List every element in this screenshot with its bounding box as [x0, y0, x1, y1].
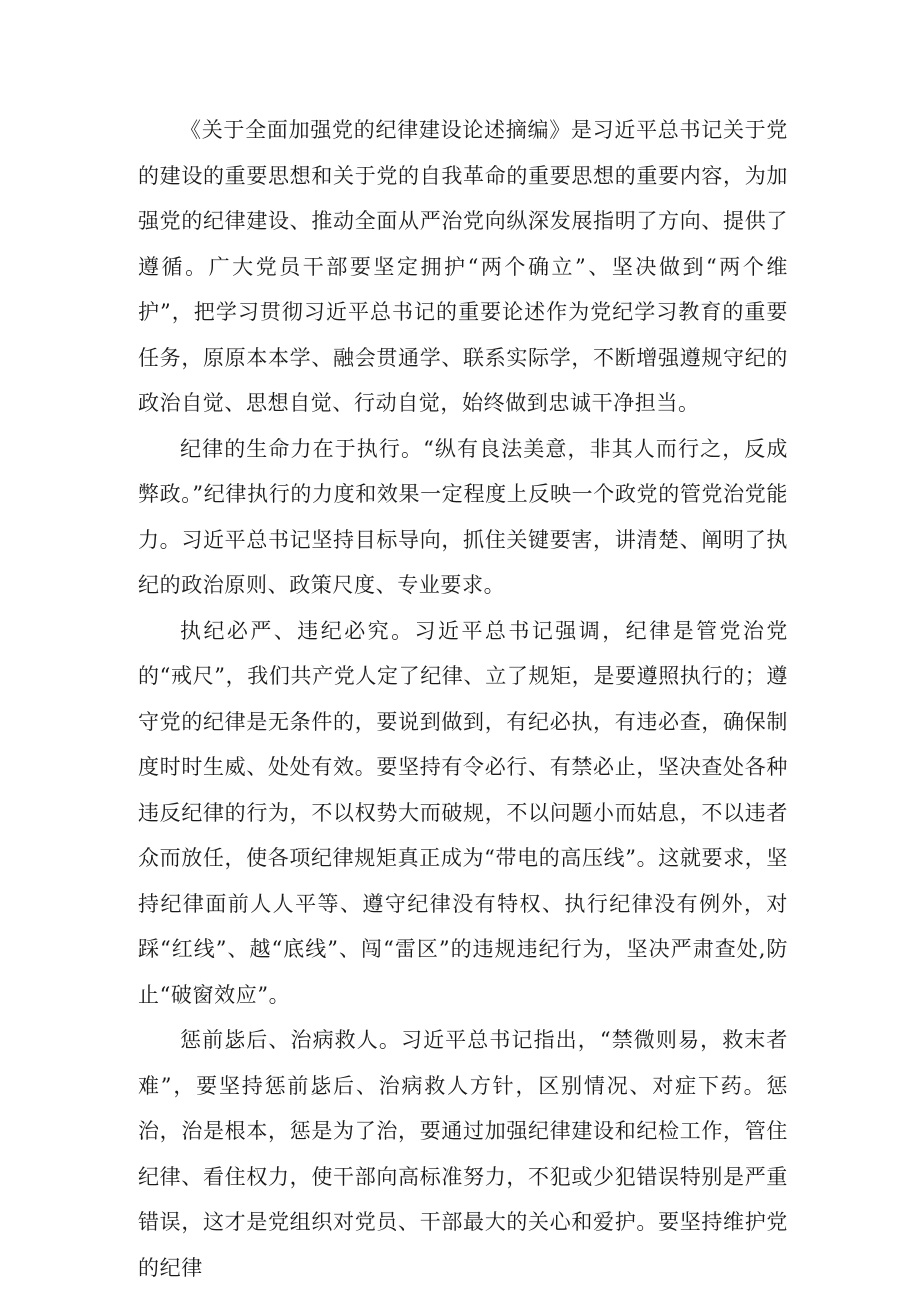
paragraph-2: 纪律的生命力在于执行。“纵有良法美意，非其人而行之，反成弊政。”纪律执行的力度和效果一定程度上反映一个政党的管党治党能力。习近平总书记坚持目标导向，抓住关键要害，讲清楚、阐明了执纪的政治原则、政策尺度、专业要求。 [138, 436, 788, 597]
document-body [138, 108, 788, 1291]
paragraph-3: 执纪必严、违纪必究。习近平总书记强调，纪律是管党治党的“戒尺”，我们共产党人定了纪律、立了规矩，是要遵照执行的；遵守党的纪律是无条件的，要说到做到，有纪必执，有违必查，确保制度时时生威、处处有效。要坚持有令必行、有禁必止，坚决查处各种违反纪律的行为，不以权势大而破规，不以问题小而姑息，不以违者众而放任，使各项纪律规矩真正成为“带电的高压线”。这就要求，坚持纪律面前人人平等、遵守纪律没有特权、执行纪律没有例外，对踩“红线”、越“底线”、闯“雷区”的违规违纪行为，坚决严肃查处,防止“破窗效应”。 [138, 618, 788, 1007]
paragraph-1: 《关于全面加强党的纪律建设论述摘编》是习近平总书记关于党的建设的重要思想和关于党的自我革命的重要思想的重要内容，为加强党的纪律建设、推动全面从严治党向纵深发展指明了方向、提供了遵循。广大党员干部要坚定拥护“两个确立”、坚决做到“两个维护”，把学习贯彻习近平总书记的重要论述作为党纪学习教育的重要任务，原原本本学、融会贯通学、联系实际学，不断增强遵规守纪的政治自觉、思想自觉、行动自觉，始终做到忠诚干净担当。 [138, 118, 788, 415]
paragraph-4: 惩前毖后、治病救人。习近平总书记指出，“禁微则易，救末者难”，要坚持惩前毖后、治病救人方针，区别情况、对症下药。惩治，治是根本，惩是为了治，要通过加强纪律建设和纪检工作，管住纪律、看住权力，使干部向高标准努力，不犯或少犯错误特别是严重错误，这才是党组织对党员、干部最大的关心和爱护。要坚持维护党的纪律 [138, 1028, 788, 1280]
